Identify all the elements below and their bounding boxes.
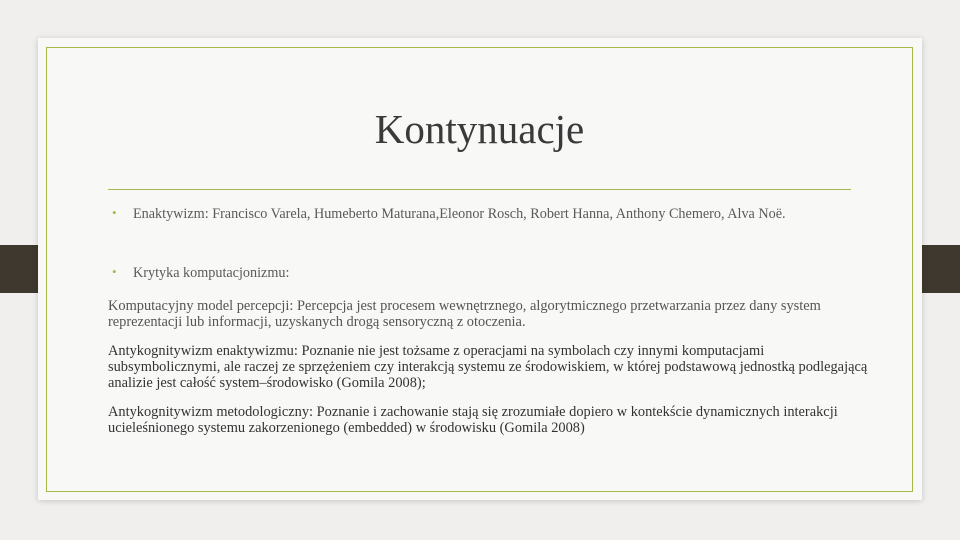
- bullet-marker: •: [112, 205, 117, 220]
- paragraph-antykognitywizm-enaktywizmu: Antykognitywizm enaktywizmu: Poznanie nie jest tożsame z operacjami na symbolach czy innymi komputacjami subsymbolicznymi, ale raczej ze sprzężeniem czy interakcją systemu ze środowiskiem, w której podstawową jednostką podlegającą analizie jest całość system–środowisko (Gomila 2008);: [108, 343, 868, 391]
- bullet-marker: •: [112, 264, 117, 279]
- paragraph-antykognitywizm-metodologiczny: Antykognitywizm metodologiczny: Poznanie i zachowanie stają się zrozumiałe dopiero w kontekście dynamicznych interakcji ucieleśnionego systemu zakorzenionego (embedded) w środowisku (Gomila 2008): [108, 404, 838, 436]
- title-divider: [108, 189, 851, 190]
- slide-title: Kontynuacje: [374, 106, 585, 152]
- bullet-enaktywizm: Enaktywizm: Francisco Varela, Humeberto Maturana,Eleonor Rosch, Robert Hanna, Anthony Chemero, Alva Noë.: [133, 206, 786, 222]
- bullet-krytyka: Krytyka komputacjonizmu:: [133, 265, 290, 281]
- paragraph-komputacyjny-model: Komputacyjny model percepcji: Percepcja jest procesem wewnętrznego, algorytmicznego przetwarzania przez dany system reprezentacji lub informacji, uzyskanych drogą sensoryczną z otoczenia.: [108, 298, 821, 330]
